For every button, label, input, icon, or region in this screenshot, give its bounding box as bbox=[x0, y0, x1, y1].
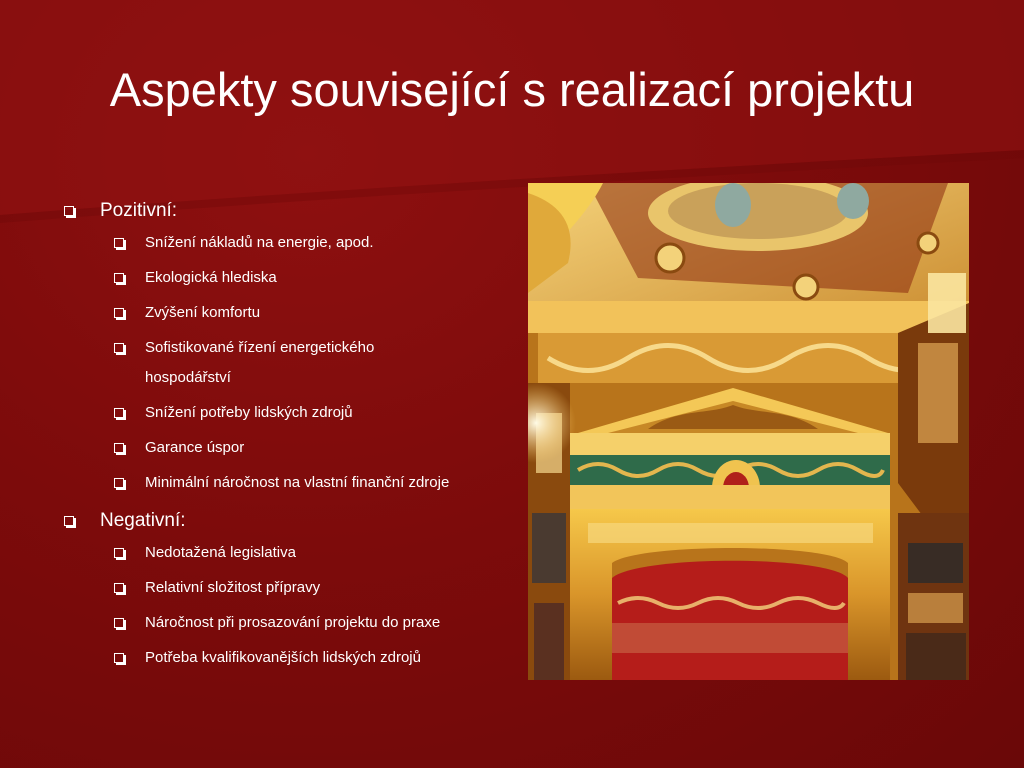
list-item-text: Sofistikované řízení energetického hospodářství bbox=[145, 339, 375, 386]
square-checkbox-icon bbox=[114, 478, 124, 488]
list-item bbox=[62, 298, 512, 328]
square-checkbox-icon bbox=[114, 548, 124, 558]
section-label: Negativní: bbox=[100, 510, 186, 531]
list-item bbox=[62, 468, 512, 498]
list-item bbox=[62, 538, 512, 568]
list-item-text: Minimální náročnost na vlastní finanční zdroje bbox=[145, 474, 450, 491]
bullet-list bbox=[62, 190, 512, 678]
square-checkbox-icon bbox=[114, 273, 124, 283]
list-item bbox=[62, 398, 512, 428]
square-checkbox-icon bbox=[114, 653, 124, 663]
square-checkbox-icon bbox=[114, 308, 124, 318]
square-checkbox-icon bbox=[114, 443, 124, 453]
list-item bbox=[62, 333, 435, 393]
list-item bbox=[62, 433, 512, 463]
section-label: Pozitivní: bbox=[100, 200, 178, 221]
list-item-text: Nedotažená legislativa bbox=[145, 544, 296, 561]
list-item bbox=[62, 228, 512, 258]
theatre-interior-photo bbox=[528, 183, 969, 680]
list-item bbox=[62, 608, 512, 638]
list-item bbox=[62, 643, 512, 673]
list-item-text: Ekologická hlediska bbox=[145, 269, 277, 286]
list-item-text: Potřeba kvalifikovanějších lidských zdrojů bbox=[145, 649, 421, 666]
list-item-text: Snížení nákladů na energie, apod. bbox=[145, 234, 374, 251]
slide-title: Aspekty související s realizací projektu bbox=[109, 63, 915, 116]
section-heading-positive bbox=[62, 194, 512, 228]
square-checkbox-icon bbox=[114, 238, 124, 248]
list-item-text: Zvýšení komfortu bbox=[145, 304, 261, 321]
list-item-text: Relativní složitost přípravy bbox=[145, 579, 321, 596]
list-item-text: Snížení potřeby lidských zdrojů bbox=[145, 404, 353, 421]
square-checkbox-icon bbox=[64, 516, 74, 526]
square-checkbox-icon bbox=[114, 408, 124, 418]
list-item-text: Náročnost při prosazování projektu do praxe bbox=[145, 614, 441, 631]
section-heading-negative bbox=[62, 504, 512, 538]
list-item-text: Garance úspor bbox=[145, 439, 245, 456]
square-checkbox-icon bbox=[114, 618, 124, 628]
list-item bbox=[62, 573, 512, 603]
list-item bbox=[62, 263, 512, 293]
square-checkbox-icon bbox=[114, 583, 124, 593]
square-checkbox-icon bbox=[64, 206, 74, 216]
square-checkbox-icon bbox=[114, 343, 124, 353]
